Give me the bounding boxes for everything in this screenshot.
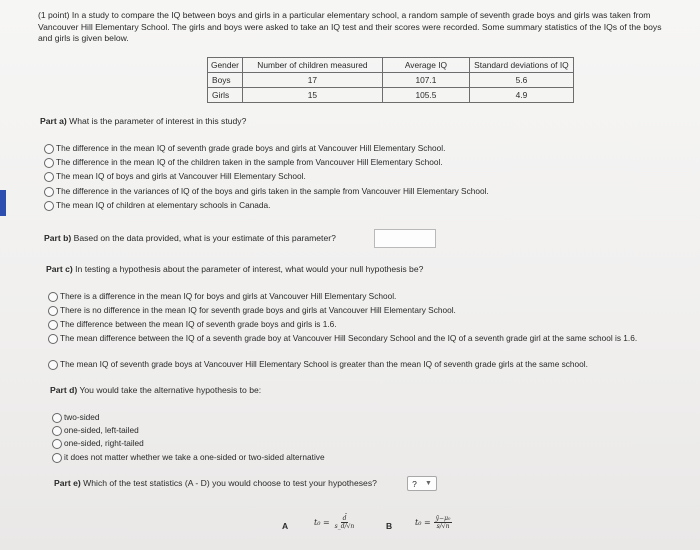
table-cell: 17: [242, 73, 382, 88]
part-c-option-4[interactable]: [48, 333, 678, 344]
option-label: The difference in the variances of IQ of the boys and girls taken in the sample from Vancouver Hill Elementary School.: [56, 186, 489, 196]
formula-a-label: A: [282, 521, 289, 531]
table-cell: 5.6: [469, 73, 573, 88]
radio-button[interactable]: [48, 306, 58, 316]
part-b-answer-input[interactable]: [374, 229, 436, 248]
part-a-option-3[interactable]: [44, 171, 306, 182]
table-header-row: [208, 58, 574, 73]
table-cell: Girls: [208, 88, 243, 103]
option-label: The difference between the mean IQ of seventh grade boys and girls is 1.6.: [60, 319, 337, 329]
edge-marker: [0, 190, 6, 216]
radio-button[interactable]: [48, 320, 58, 330]
radio-button[interactable]: [44, 187, 54, 197]
test-statistic-select[interactable]: [407, 476, 437, 491]
part-c-option-3[interactable]: [48, 319, 337, 330]
table-cell: 105.5: [382, 88, 469, 103]
option-label: The mean IQ of children at elementary schools in Canada.: [56, 200, 271, 210]
part-d-option-4[interactable]: [52, 452, 325, 463]
part-e-question: [54, 478, 377, 488]
formula-a-lhs: t₀ =: [314, 518, 330, 527]
formula-a-fraction: [333, 515, 357, 530]
formula-a-numerator: d̄: [342, 515, 347, 522]
radio-button[interactable]: [52, 453, 62, 463]
part-d-question: [50, 385, 261, 395]
problem-intro: (1 point) In a study to compare the IQ between boys and girls in a particular elementary school, a random sample of seventh grade boys and girls was taken from Vancouver Hill Elementary School. The girls and boys were asked to take an IQ test and their scores were recorded. Some summary statistics of the IQs of the boys and girls is given below.: [38, 10, 662, 43]
table-cell: 15: [242, 88, 382, 103]
table-row: [208, 73, 574, 88]
table-cell: 4.9: [469, 88, 573, 103]
table-cell: 107.1: [382, 73, 469, 88]
radio-button[interactable]: [52, 426, 62, 436]
radio-button[interactable]: [52, 439, 62, 449]
part-d-text: You would take the alternative hypothesis to be:: [79, 385, 262, 395]
option-label: The difference in the mean IQ of the children taken in the sample from Vancouver Hill Elementary School.: [56, 157, 443, 167]
table-row: [208, 88, 574, 103]
option-label: The mean IQ of boys and girls at Vancouver Hill Elementary School.: [56, 171, 306, 181]
summary-table: [207, 57, 574, 103]
formula-b-numerator: ȳ−μ₀: [435, 515, 451, 522]
chevron-down-icon: ▼: [424, 480, 432, 487]
formula-b-label: B: [386, 521, 393, 531]
part-c-label: Part c): [46, 264, 73, 274]
part-d-option-2[interactable]: [52, 425, 139, 436]
part-c-option-1[interactable]: [48, 291, 396, 302]
select-value: ?: [412, 478, 417, 489]
option-label: There is no difference in the mean IQ for seventh grade boys and girls at Vancouver Hill Elementary School.: [60, 305, 456, 315]
part-c-option-2[interactable]: [48, 305, 456, 316]
radio-button[interactable]: [44, 158, 54, 168]
part-c-text: In testing a hypothesis about the parameter of interest, what would your null hypothesis be?: [75, 264, 424, 274]
option-label: one-sided, right-tailed: [64, 438, 144, 448]
part-b-label: Part b): [44, 233, 72, 243]
option-label: The mean difference between the IQ of a seventh grade boy at Vancouver Hill Secondary School and the IQ of a seventh grade girl at the same school is 1.6.: [60, 333, 638, 343]
table-cell: Boys: [208, 73, 243, 88]
formula-b: [415, 515, 452, 530]
option-label: one-sided, left-tailed: [64, 425, 139, 435]
part-a-option-5[interactable]: [44, 200, 270, 211]
radio-button[interactable]: [44, 172, 54, 182]
table-header: Number of children measured: [242, 58, 382, 73]
part-d-label: Part d): [50, 385, 78, 395]
part-d-option-3[interactable]: [52, 438, 144, 449]
radio-button[interactable]: [48, 360, 58, 370]
formula-b-fraction: [434, 515, 453, 530]
radio-button[interactable]: [44, 144, 54, 154]
formula-a: [314, 515, 356, 530]
formula-b-lhs: t₀ =: [415, 518, 431, 527]
table-header: Gender: [208, 58, 243, 73]
table-header: Average IQ: [382, 58, 469, 73]
part-a-text: What is the parameter of interest in this study?: [69, 116, 247, 126]
option-label: The mean IQ of seventh grade boys at Vancouver Hill Elementary School is greater than the mean IQ of seventh grade girls at the same school.: [60, 359, 588, 369]
table-header: Standard deviations of IQ: [469, 58, 573, 73]
part-a-question: [40, 116, 246, 126]
option-label: There is a difference in the mean IQ for boys and girls at Vancouver Hill Elementary School.: [60, 291, 397, 301]
part-d-option-1[interactable]: [52, 412, 100, 423]
part-a-option-4[interactable]: [44, 186, 489, 197]
part-c-question: [46, 264, 423, 274]
part-e-text: Which of the test statistics (A - D) you would choose to test your hypotheses?: [83, 478, 377, 488]
part-b-question: [44, 233, 336, 243]
part-a-label: Part a): [40, 116, 67, 126]
radio-button[interactable]: [44, 201, 54, 211]
part-b-text: Based on the data provided, what is your estimate of this parameter?: [73, 233, 336, 243]
part-e-label: Part e): [54, 478, 81, 488]
radio-button[interactable]: [52, 413, 62, 423]
part-a-option-1[interactable]: [44, 143, 445, 154]
formula-b-denominator: s/√n: [436, 523, 450, 530]
option-label: The difference in the mean IQ of seventh grade grade boys and girls at Vancouver Hill Elementary School.: [56, 143, 446, 153]
part-c-option-5[interactable]: [48, 359, 588, 370]
radio-button[interactable]: [48, 334, 58, 344]
option-label: it does not matter whether we take a one-sided or two-sided alternative: [64, 452, 325, 462]
option-label: two-sided: [64, 412, 100, 422]
part-a-option-2[interactable]: [44, 157, 443, 168]
formula-a-denominator: s_d/√n: [334, 523, 355, 530]
radio-button[interactable]: [48, 292, 58, 302]
